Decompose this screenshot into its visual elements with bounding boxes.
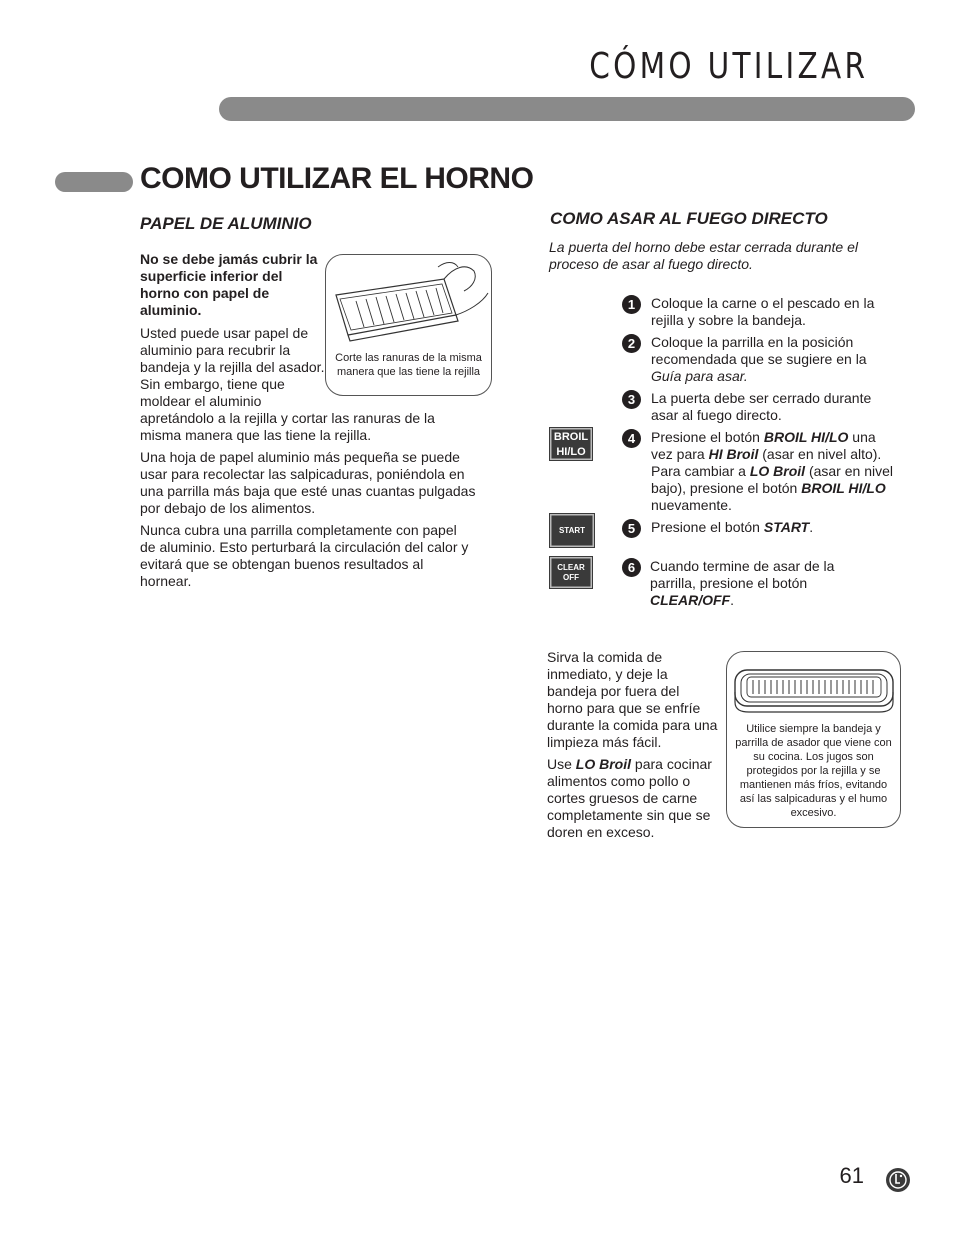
aluminum-foil-figure [325,254,492,396]
step-text-plain: Presione el botón [651,519,764,535]
start-key-icon [549,513,595,548]
clear-off-key-icon [549,556,593,589]
step-3 [622,390,902,430]
step-text-emphasis: BROIL HI/LO [763,429,849,445]
step-text-plain: nuevamente. [651,497,732,513]
header-bar [219,97,915,121]
key-label-line: CLEAR [557,563,585,572]
step-text [651,429,899,514]
section-title: COMO UTILIZAR EL HORNO [140,162,534,195]
broiler-pan-foil-illustration [326,257,491,352]
page-header-title: CÓMO UTILIZAR [588,46,868,87]
broil-subhead: COMO ASAR AL FUEGO DIRECTO [550,209,828,228]
step-text-plain: (asar en nivel bajo), presione el botón [651,463,893,496]
step-4 [622,429,902,519]
step-text-emphasis: HI Broil [708,446,759,462]
step-text-plain: una vez para [651,429,876,462]
step-text: Coloque la carne o el pescado en la rejilla y sobre la bandeja. [651,295,875,328]
text-plain: para cocinar alimentos como pollo o cortes gruesos de carne completamente sin que se doren en exceso. [547,756,712,840]
step-text-plain: Cuando termine de asar de la parrilla, presione el botón [650,558,835,591]
lo-broil-paragraph [547,756,725,841]
step-number: 5 [622,519,641,538]
text-plain: Use [547,756,576,772]
step-2 [622,334,902,390]
step-text [651,519,899,536]
page-number: 61 [839,1163,864,1188]
broiler-pan-illustration [727,662,900,722]
aluminum-paragraph-1b: apretándolo a la rejilla y cortar las ranuras de la misma manera que las tiene la rejilla. [140,410,435,443]
step-1 [622,295,902,335]
key-label-line: OFF [563,573,579,582]
step-text-emphasis: START [763,519,810,535]
broiler-pan-figure [726,651,901,828]
step-number: 1 [622,295,641,314]
step-text [651,334,899,385]
lg-logo-icon [886,1168,910,1192]
aluminum-paragraph-2: Una hoja de papel aluminio más pequeña se puede usar para recolectar las salpicaduras, poniéndola en una parrilla más baja que esté unas cuantas pulgadas por debajo de los alimentos. [140,449,476,516]
text-emphasis: LO Broil [575,756,632,772]
step-text-emphasis: LO Broil [749,463,806,479]
aluminum-figure-caption: Corte las ranuras de la misma manera que las tiene la rejilla [335,352,482,378]
key-label-line: BROIL [553,431,589,443]
serve-paragraph: Sirva la comida de inmediato, y deje la bandeja por fuera del horno para que se enfríe durante la comida para una limpieza más fácil. [547,649,718,750]
step-text-plain: . [809,519,814,535]
broiler-figure-caption: Utilice siempre la bandeja y parrilla de asador que viene con su cocina. Los jugos son protegidos por la rejilla y se mantienen más fríos, evitando así las salpicaduras y el humo excesivo. [735,723,892,819]
step-text-italic: Guía para asar. [651,368,748,384]
aluminum-subhead: PAPEL DE ALUMINIO [140,214,312,233]
step-number: 4 [622,429,641,448]
aluminum-warning: No se debe jamás cubrir la superficie inferior del horno con papel de aluminio. [140,251,318,318]
step-text-plain: . [730,592,734,608]
step-text: La puerta debe ser cerrado durante asar al fuego directo. [651,390,872,423]
section-pill [55,172,133,192]
step-text-plain: Coloque la parrilla en la posición recomendada que se sugiere en la [651,334,867,367]
lg-logo-mark [886,1168,910,1192]
step-number: 3 [622,390,641,409]
key-label-line: HI/LO [556,446,586,458]
step-text-emphasis: CLEAR/OFF [650,592,731,608]
step-6 [622,558,902,614]
key-label: START [558,526,586,535]
step-text [650,558,870,609]
step-number: 6 [622,558,641,577]
broil-intro: La puerta del horno debe estar cerrada durante el proceso de asar al fuego directo. [549,239,858,272]
broil-hi-lo-key-icon [549,427,593,461]
step-5 [622,519,902,543]
step-number: 2 [622,334,641,353]
aluminum-paragraph-3: Nunca cubra una parrilla completamente con papel de aluminio. Esto perturbará la circulación del calor y evitará que se obtengan buenos resultados al hornear. [140,522,469,589]
aluminum-paragraph-1a: Usted puede usar papel de aluminio para recubrir la bandeja y la rejilla del asador. Sin embargo, tiene que moldear el aluminio [140,325,325,409]
step-text-emphasis: BROIL HI/LO [801,480,886,496]
step-text-plain: (asar en nivel alto). Para cambiar a [651,446,882,479]
step-text-plain: Presione el botón [651,429,764,445]
